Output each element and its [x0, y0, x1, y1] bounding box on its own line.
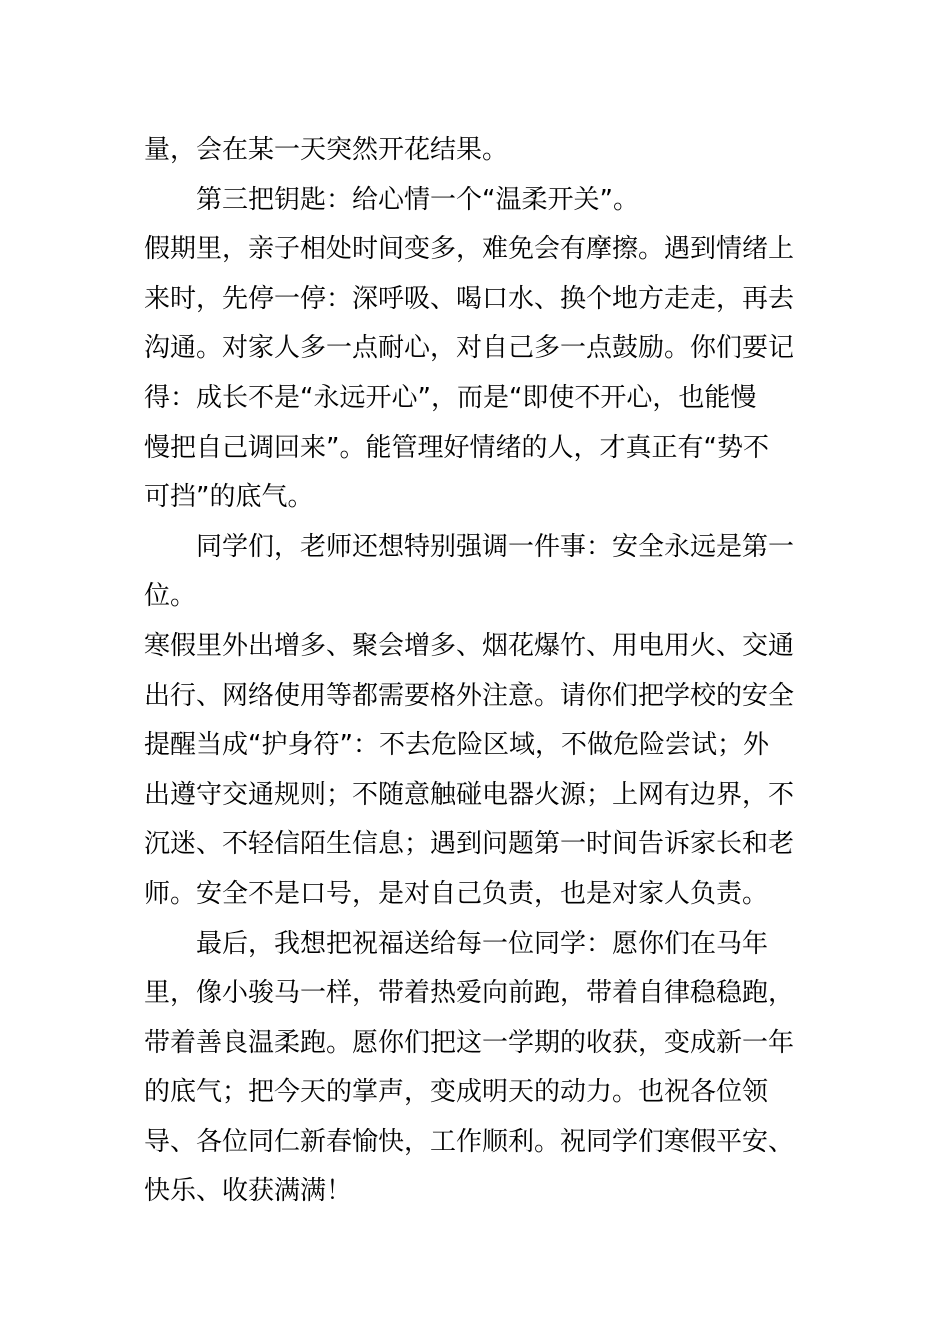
text-line: 位。: [144, 581, 197, 612]
text-line: 出行、网络使用等都需要格外注意。请你们把学校的安全: [144, 680, 795, 711]
text-line: 同学们，老师还想特别强调一件事：安全永远是第一: [196, 531, 795, 562]
text-line: 得：成长不是“永远开心”，而是“即使不开心，也能慢: [144, 382, 757, 413]
text-line: 出遵守交通规则；不随意触碰电器火源；上网有边界，不: [144, 779, 795, 810]
text-line: 带着善良温柔跑。愿你们把这一学期的收获，变成新一年: [144, 1027, 795, 1058]
text-line: 的底气；把今天的掌声，变成明天的动力。也祝各位领: [144, 1077, 769, 1108]
text-line: 来时，先停一停：深呼吸、喝口水、换个地方走走，再去: [144, 283, 795, 314]
body-text: [144, 126, 809, 1217]
text-line: 快乐、收获满满！: [144, 1176, 353, 1207]
text-line: 师。安全不是口号，是对自己负责，也是对家人负责。: [144, 878, 769, 909]
text-line: 假期里，亲子相处时间变多，难免会有摩擦。遇到情绪上: [144, 234, 795, 265]
text-line: 量，会在某一天突然开花结果。: [144, 135, 509, 165]
text-line: 提醒当成“护身符”：不去危险区域，不做危险尝试；外: [144, 730, 769, 761]
text-line: 沉迷、不轻信陌生信息；遇到问题第一时间告诉家长和老: [144, 829, 795, 860]
text-line: 第三把钥匙：给心情一个“温柔开关”。: [196, 184, 639, 215]
text-line: 里，像小骏马一样，带着热爱向前跑，带着自律稳稳跑，: [144, 978, 795, 1009]
text-line: 可挡”的底气。: [144, 482, 314, 513]
text-line: 导、各位同仁新春愉快，工作顺利。祝同学们寒假平安、: [144, 1126, 795, 1157]
text-line: 寒假里外出增多、聚会增多、烟花爆竹、用电用火、交通: [144, 630, 795, 661]
text-line: 最后，我想把祝福送给每一位同学：愿你们在马年: [196, 928, 769, 959]
text-line: 沟通。对家人多一点耐心，对自己多一点鼓励。你们要记: [144, 333, 795, 364]
text-line: 慢把自己调回来”。能管理好情绪的人，才真正有“势不: [144, 432, 769, 463]
